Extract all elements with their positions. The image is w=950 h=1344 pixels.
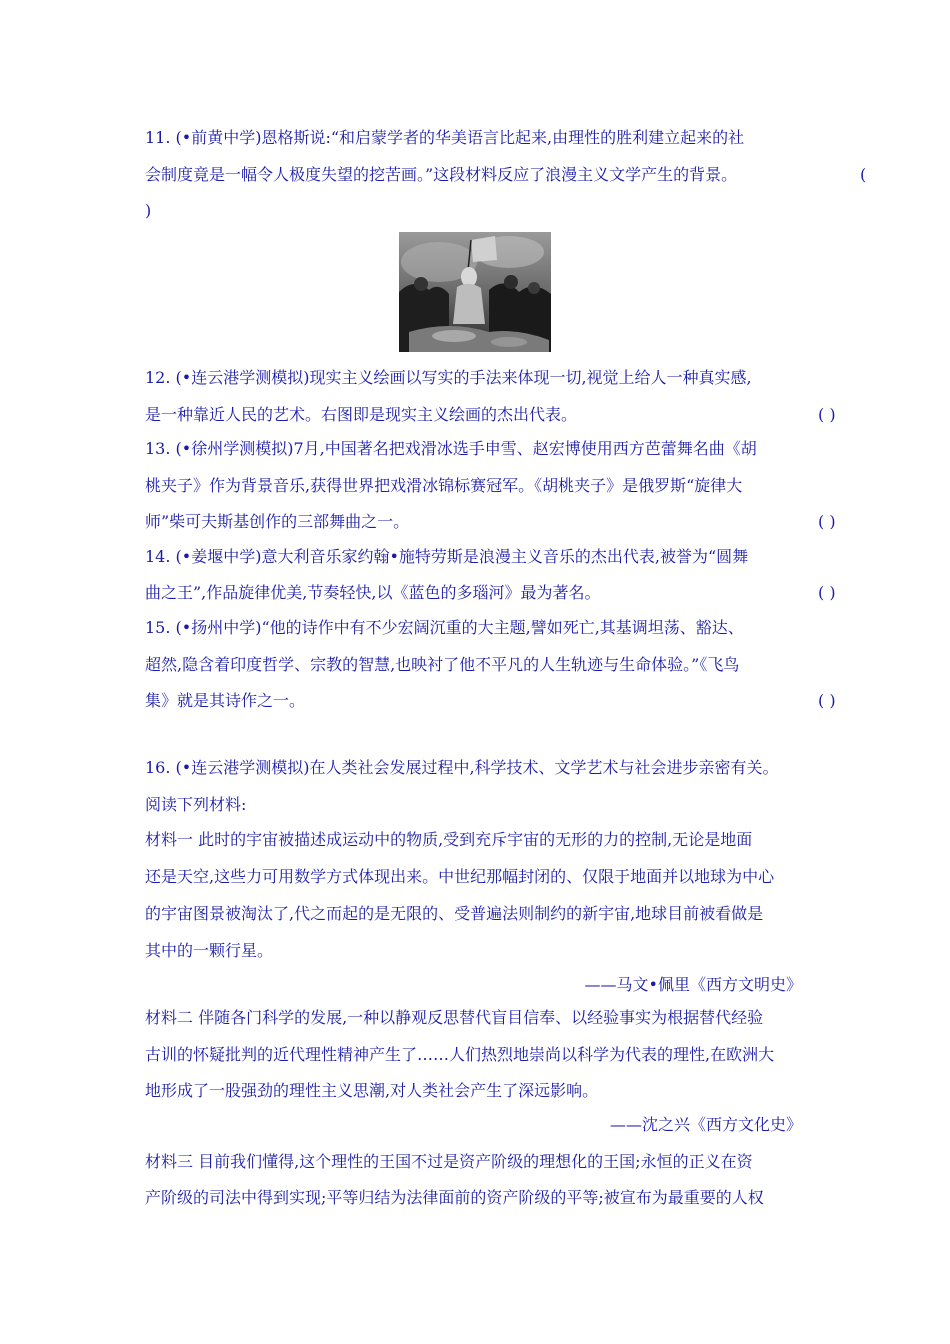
q15-line-1: 15. (•扬州中学)“他的诗作中有不少宏阔沉重的大主题,譬如死亡,其基调坦荡、豁达、	[145, 618, 744, 637]
material-2-line-2: 古训的怀疑批判的近代理性精神产生了……人们热烈地崇尚以科学为代表的理性,在欧洲大	[145, 1045, 775, 1064]
q14-line-1: 14. (•姜堰中学)意大利音乐家约翰•施特劳斯是浪漫主义音乐的杰出代表,被誉为“圆舞	[145, 547, 749, 566]
q13-line-3: 师”柴可夫斯基创作的三部舞曲之一。	[145, 512, 410, 531]
q15-line-2: 超然,隐含着印度哲学、宗教的智慧,也映衬了他不平凡的人生轨迹与生命体验。”《飞鸟	[145, 655, 740, 674]
painting-image	[399, 232, 551, 352]
q11-line-1: 11. (•前黄中学)恩格斯说:“和启蒙学者的华美语言比起来,由理性的胜利建立起来的社	[145, 128, 745, 147]
material-1-line-3: 的宇宙图景被淘汰了,代之而起的是无限的、受普遍法则制约的新宇宙,地球目前被看做是	[145, 904, 764, 923]
q14-answer-paren: ( )	[818, 583, 836, 602]
material-2-line-3: 地形成了一股强劲的理性主义思潮,对人类社会产生了深远影响。	[145, 1081, 599, 1100]
material-3-line-2: 产阶级的司法中得到实现;平等归结为法律面前的资产阶级的平等;被宣布为最重要的人权	[145, 1188, 764, 1207]
q12-line-1: 12. (•连云港学测模拟)现实主义绘画以写实的手法来体现一切,视觉上给人一种真实感,	[145, 368, 752, 387]
q15-line-3: 集》就是其诗作之一。	[145, 691, 306, 710]
q11-line-2: 会制度竟是一幅令人极度失望的挖苦画。”这段材料反应了浪漫主义文学产生的背景。	[145, 165, 738, 184]
q16-line-2: 阅读下列材料:	[145, 795, 247, 814]
material-3-line-1: 材料三 目前我们懂得,这个理性的王国不过是资产阶级的理想化的王国;永恒的正义在资	[145, 1152, 753, 1171]
q12-line-2: 是一种靠近人民的艺术。右图即是现实主义绘画的杰出代表。	[145, 405, 578, 424]
q14-line-2: 曲之王”,作品旋律优美,节奏轻快,以《蓝色的多瑙河》最为著名。	[145, 583, 601, 602]
q11-answer-paren-open: (	[860, 165, 867, 184]
q13-line-2: 桃夹子》作为背景音乐,获得世界把戏滑冰锦标赛冠军。《胡桃夹子》是俄罗斯“旋律大	[145, 476, 743, 495]
q13-answer-paren: ( )	[818, 512, 836, 531]
q12-answer-paren: ( )	[818, 405, 836, 424]
material-1-source: ——马文•佩里《西方文明史》	[584, 975, 802, 994]
material-2-line-1: 材料二 伴随各门科学的发展,一种以静观反思替代盲目信奉、以经验事实为根据替代经验	[145, 1008, 764, 1027]
material-2-source: ——沈之兴《西方文化史》	[609, 1115, 802, 1134]
q15-answer-paren: ( )	[818, 691, 836, 710]
q16-line-1: 16. (•连云港学测模拟)在人类社会发展过程中,科学技术、文学艺术与社会进步亲密有关。	[145, 758, 779, 777]
q11-answer-paren-close: )	[145, 201, 152, 220]
material-1-line-1: 材料一 此时的宇宙被描述成运动中的物质,受到充斥宇宙的无形的力的控制,无论是地面	[145, 830, 753, 849]
q13-line-1: 13. (•徐州学测模拟)7月,中国著名把戏滑冰选手申雪、赵宏博使用西方芭蕾舞名曲《胡	[145, 439, 757, 458]
material-1-line-4: 其中的一颗行星。	[145, 941, 274, 960]
material-1-line-2: 还是天空,这些力可用数学方式体现出来。中世纪那幅封闭的、仅限于地面并以地球为中心	[145, 867, 775, 886]
